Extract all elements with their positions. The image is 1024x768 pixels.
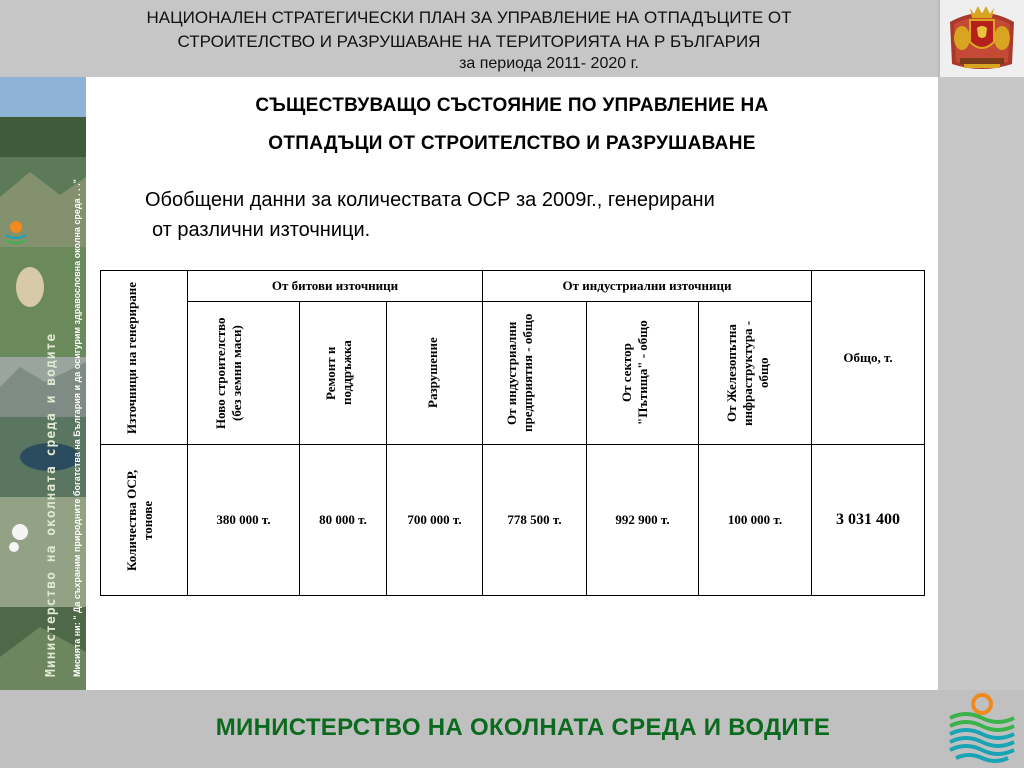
table-caption-line-2: от различни източници. — [152, 219, 371, 241]
strip-ministry-text: Министерство на околната среда и водите — [44, 332, 59, 677]
header-title-line-1: НАЦИОНАЛЕН СТРАТЕГИЧЕСКИ ПЛАН ЗА УПРАВЛЕНИЕ НА ОТПАДЪЦИТЕ ОТ — [146, 8, 792, 27]
header-period: за периода 2011- 2020 г. — [459, 55, 639, 72]
value-roads-sector: 992 900 т. — [587, 445, 699, 596]
footer-band — [0, 690, 1024, 768]
coat-of-arms-logo — [938, 0, 1024, 77]
column-header-industrial-enterprises: От индустриални предприятия - общо — [483, 302, 587, 445]
page-title-line-2: ОТПАДЪЦИ ОТ СТРОИТЕЛСТВО И РАЗРУШАВАНЕ — [268, 133, 756, 154]
column-header-roads-sector: От сектор "Пътища" - общо — [587, 302, 699, 445]
row-label-cell — [101, 445, 188, 596]
value-new-construction: 380 000 т. — [188, 445, 300, 596]
header-band — [0, 0, 938, 77]
value-railway: 100 000 т. — [699, 445, 812, 596]
left-photo-strip — [0, 77, 86, 690]
column-header-railway: От Железопътна инфраструктура - общо — [699, 302, 812, 445]
value-demolition: 700 000 т. — [387, 445, 483, 596]
page-title-line-1: СЪЩЕСТВУВАЩО СЪСТОЯНИЕ ПО УПРАВЛЕНИЕ НА — [255, 95, 769, 116]
total-header-cell: Общо, т. — [812, 271, 925, 445]
value-industrial-enterprises: 778 500 т. — [483, 445, 587, 596]
value-total: 3 031 400 — [812, 445, 925, 596]
column-header-new-construction: Ново строителство (без земни маси) — [188, 302, 300, 445]
coat-of-arms-icon — [940, 0, 1024, 77]
row-label-text: Количества ОСР, тонове — [124, 469, 155, 571]
column-header-demolition: Разрушение — [387, 302, 483, 445]
household-group-header: От битови източници — [188, 271, 483, 302]
value-repair: 80 000 т. — [300, 445, 387, 596]
table-caption-line-1: Обобщени данни за количествата ОСР за 2009г., генерирани — [145, 189, 715, 211]
source-header-text: Източници на генериране — [124, 281, 139, 434]
strip-mission-text: Мисията ни: " Да съхраним природните богатства на България и да осигурим здравословна околна среда . . ." — [72, 179, 82, 677]
footer-ministry-title: МИНИСТЕРСТВО НА ОКОЛНАТА СРЕДА И ВОДИТЕ — [215, 714, 831, 741]
header-title-line-2: СТРОИТЕЛСТВО И РАЗРУШАВАНЕ НА ТЕРИТОРИЯТА НА Р БЪЛГАРИЯ — [177, 32, 761, 51]
column-header-repair: Ремонт и поддръжка — [300, 302, 387, 445]
ministry-logo-icon — [942, 692, 1022, 766]
industrial-group-header: От индустриални източници — [483, 271, 812, 302]
table-caption — [145, 185, 905, 245]
right-gray-column — [938, 77, 1024, 690]
cdw-quantities-table — [100, 270, 925, 596]
source-header-cell — [101, 271, 188, 445]
